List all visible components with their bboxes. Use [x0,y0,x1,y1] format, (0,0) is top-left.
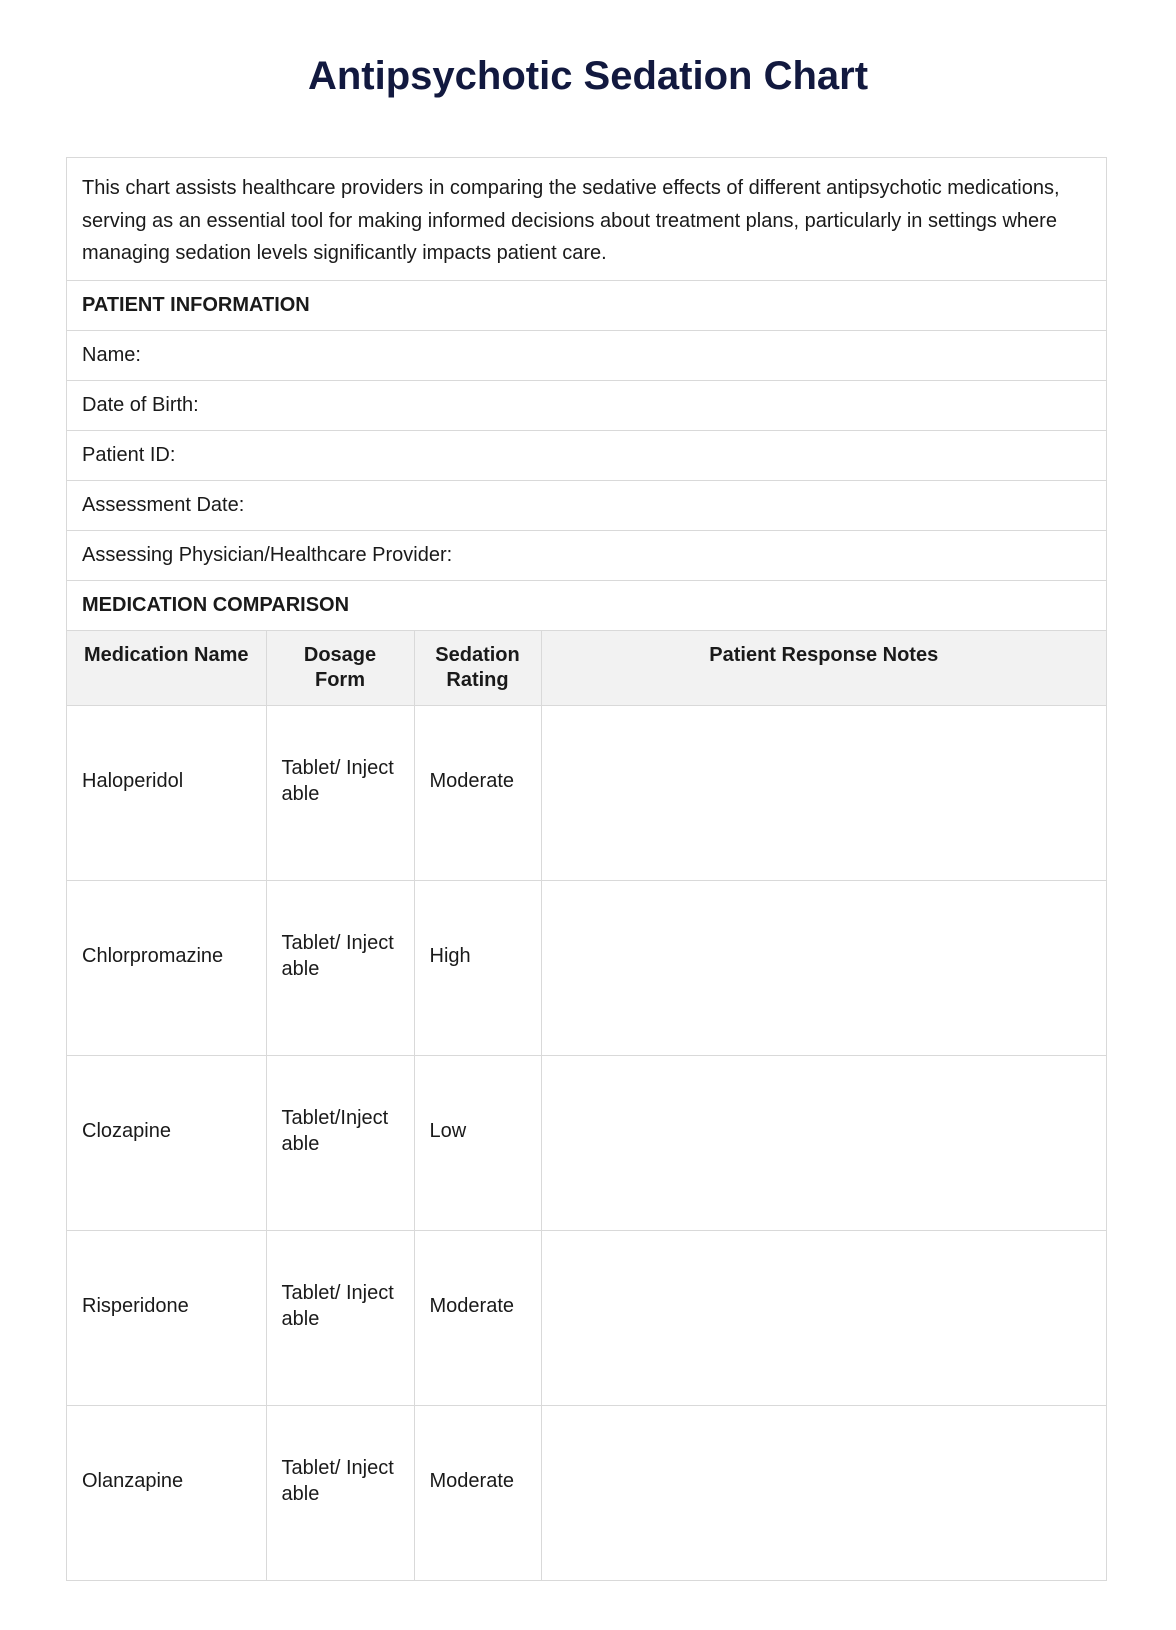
table-row [67,1055,1106,1230]
patient-info-heading: PATIENT INFORMATION [67,281,1106,331]
medication-comparison-heading: MEDICATION COMPARISON [67,581,1106,631]
name-field[interactable] [67,331,1106,381]
response-notes-cell[interactable] [541,1055,1106,1230]
response-notes-cell[interactable] [541,705,1106,880]
dosage-form-cell: Tablet/ Injectable [266,705,414,880]
table-header-row [67,631,1106,705]
sedation-rating-cell: Moderate [414,705,541,880]
sedation-rating-cell: Moderate [414,1405,541,1580]
table-row [67,705,1106,880]
medication-name-cell: Chlorpromazine [67,880,266,1055]
chart-form [66,157,1107,1581]
medication-name-cell: Haloperidol [67,705,266,880]
intro-paragraph: This chart assists healthcare providers in comparing the sedative effects of different antipsychotic medications, serving as an essential tool for making informed decisions about treatment plans, particularly in settings where managing sedation levels significantly impacts patient care. [67,158,1106,281]
response-notes-cell[interactable] [541,880,1106,1055]
provider-field[interactable] [67,531,1106,581]
page-title: Antipsychotic Sedation Chart [307,54,869,98]
dob-field[interactable] [67,381,1106,431]
table-row [67,1405,1106,1580]
dosage-form-cell: Tablet/ Injectable [266,880,414,1055]
table-row [67,1230,1106,1405]
medication-table [67,631,1106,1580]
dosage-form-cell: Tablet/ Injectable [266,1230,414,1405]
name-label: Name: [82,344,141,366]
dosage-form-cell: Tablet/Injectable [266,1055,414,1230]
dosage-form-cell: Tablet/ Injectable [266,1405,414,1580]
medication-name-cell: Clozapine [67,1055,266,1230]
assessment-date-field[interactable] [67,481,1106,531]
provider-label: Assessing Physician/Healthcare Provider: [82,544,453,566]
sedation-rating-cell: Moderate [414,1230,541,1405]
col-header-sedation-rating: Sedation Rating [414,631,541,705]
patient-id-field[interactable] [67,431,1106,481]
col-header-dosage-form: Dosage Form [266,631,414,705]
sedation-rating-cell: High [414,880,541,1055]
assessment-date-label: Assessment Date: [82,494,245,516]
col-header-medication-name: Medication Name [67,631,266,705]
response-notes-cell[interactable] [541,1405,1106,1580]
sedation-rating-cell: Low [414,1055,541,1230]
col-header-response-notes: Patient Response Notes [541,631,1106,705]
dob-label: Date of Birth: [82,394,199,416]
response-notes-cell[interactable] [541,1230,1106,1405]
table-row [67,880,1106,1055]
patient-id-label: Patient ID: [82,444,176,466]
medication-name-cell: Olanzapine [67,1405,266,1580]
medication-name-cell: Risperidone [67,1230,266,1405]
